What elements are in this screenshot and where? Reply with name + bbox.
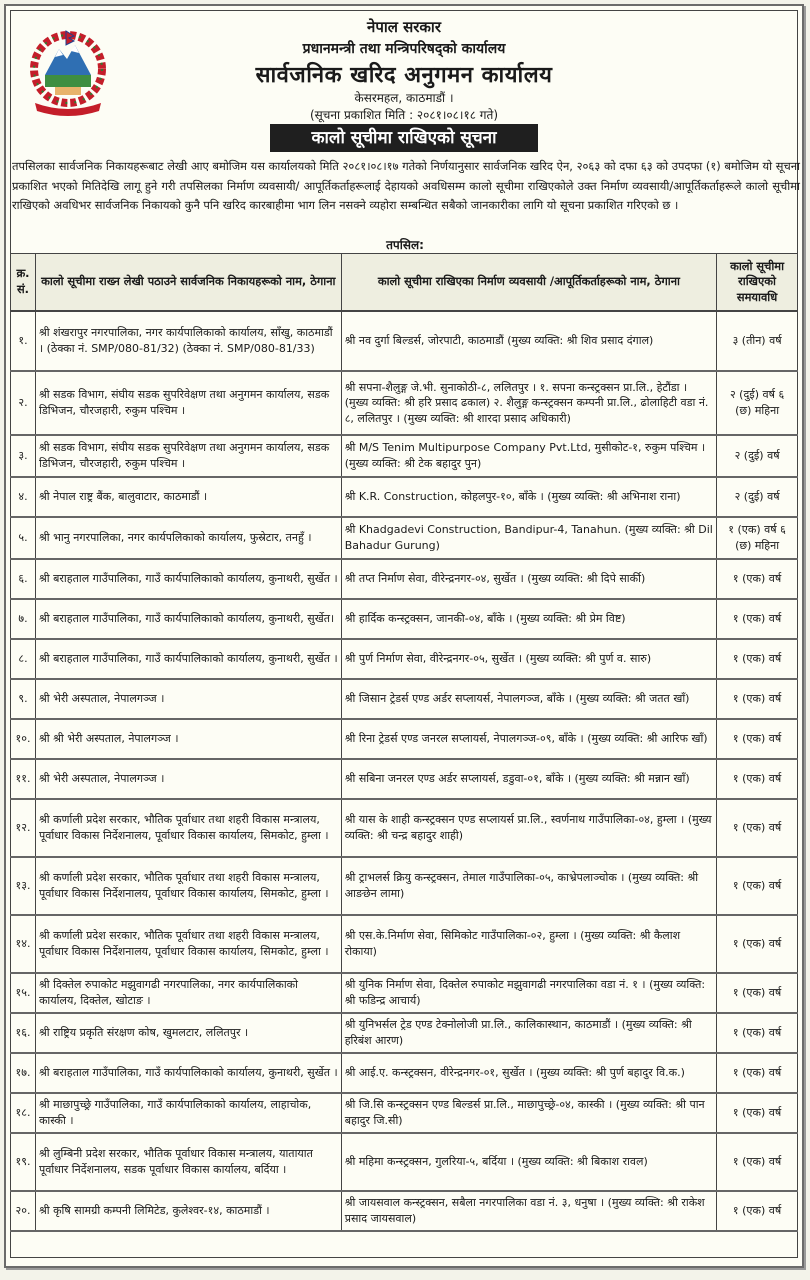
row-period: १ (एक) वर्ष <box>717 915 798 973</box>
table-row <box>11 759 798 799</box>
table-row <box>11 1053 798 1093</box>
row-period: १ (एक) वर्ष <box>717 799 798 857</box>
row-serial: ७. <box>11 599 36 639</box>
row-serial: २. <box>11 371 36 435</box>
office-address: केसरमहल, काठमाडौं । <box>354 91 454 105</box>
government-name: नेपाल सरकार <box>367 18 441 36</box>
table-row <box>11 599 798 639</box>
row-serial: १९. <box>11 1133 36 1191</box>
table-row <box>11 639 798 679</box>
notice-title-banner: कालो सूचीमा राखिएको सूचना <box>270 124 538 152</box>
row-vendor: श्री जिसान ट्रेडर्स एण्ड अर्डर सप्लायर्स, नेपालगञ्ज, बाँके । (मुख्य व्यक्ति: श्री जतत खाँ) <box>341 679 716 719</box>
row-entity: श्री कर्णाली प्रदेश सरकार, भौतिक पूर्वाधार तथा शहरी विकास मन्त्रालय, पूर्वाधार विकास निर्देशनालय, पूर्वाधार विकास कार्यालय, सिमकोट, हुम्ला । <box>35 915 341 973</box>
row-serial: १४. <box>11 915 36 973</box>
row-period: १ (एक) वर्ष <box>717 1093 798 1133</box>
row-vendor: श्री रिना ट्रेडर्स एण्ड जनरल सप्लायर्स, नेपालगञ्ज-०९, बाँके । (मुख्य व्यक्ति: श्री आरिफ खाँ) <box>341 719 716 759</box>
row-entity: श्री भेरी अस्पताल, नेपालगञ्ज । <box>35 679 341 719</box>
row-period: १ (एक) वर्ष <box>717 599 798 639</box>
row-vendor: श्री K.R. Construction, कोहलपुर-१०, बाँके । (मुख्य व्यक्ति: श्री अभिनाश राना) <box>341 477 716 517</box>
table-row <box>11 915 798 973</box>
row-period: १ (एक) वर्ष <box>717 559 798 599</box>
row-period: २ (दुई) वर्ष ६ (छ) महिना <box>717 371 798 435</box>
row-entity: श्री शंखरापुर नगरपालिका, नगर कार्यपालिकाको कार्यालय, साँखु, काठमाडौं । (ठेक्का नं. SMP/080-81/32) (ठेक्का नं. SMP/080-81/33) <box>35 311 341 371</box>
header-vendor: कालो सूचीमा राखिएका निर्माण व्यवसायी /आपूर्तिकर्ताहरूको नाम, ठेगाना <box>341 254 716 312</box>
table-header-row <box>11 254 798 312</box>
row-period: २ (दुई) वर्ष <box>717 477 798 517</box>
row-entity: श्री बराहताल गाउँपालिका, गाउँ कार्यपालिकाको कार्यालय, कुनाथरी, सुर्खेत । <box>35 1053 341 1093</box>
row-serial: १. <box>11 311 36 371</box>
row-vendor: श्री युनिक निर्माण सेवा, दिक्तेल रुपाकोट मझुवागढी नगरपालिका वडा नं. १ । (मुख्य व्यक्ति: श्री फडिन्द्र आचार्य) <box>341 973 716 1013</box>
table-row <box>11 477 798 517</box>
row-entity: श्री भेरी अस्पताल, नेपालगञ्ज । <box>35 759 341 799</box>
row-period: १ (एक) वर्ष ६ (छ) महिना <box>717 517 798 559</box>
row-period: १ (एक) वर्ष <box>717 1191 798 1231</box>
row-vendor: श्री तप्त निर्माण सेवा, वीरेन्द्रनगर-०४, सुर्खेत । (मुख्य व्यक्ति: श्री दिपे सार्की) <box>341 559 716 599</box>
row-vendor: श्री पुर्ण निर्माण सेवा, वीरेन्द्रनगर-०५, सुर्खेत । (मुख्य व्यक्ति: श्री पुर्ण व. सारु) <box>341 639 716 679</box>
table-row <box>11 857 798 915</box>
row-entity: श्री लुम्बिनी प्रदेश सरकार, भौतिक पूर्वाधार विकास मन्त्रालय, यातायात पूर्वाधार निर्देशनालय, सडक पूर्वाधार विकास कार्यालय, बर्दिया । <box>35 1133 341 1191</box>
row-serial: ९. <box>11 679 36 719</box>
row-serial: ३. <box>11 435 36 477</box>
row-period: १ (एक) वर्ष <box>717 973 798 1013</box>
table-row <box>11 435 798 477</box>
header-entity: कालो सूचीमा राख्न लेखी पठाउने सार्वजनिक निकायहरूको नाम, ठेगाना <box>35 254 341 312</box>
row-entity: श्री राष्ट्रिय प्रकृति संरक्षण कोष, खुमलटार, ललितपुर । <box>35 1013 341 1053</box>
publish-date: (सूचना प्रकाशित मिति : २०८१।०८।१८ गते) <box>309 108 499 122</box>
row-vendor: श्री ट्राभलर्स क्रियु कन्स्ट्रक्सन, तेमाल गाउँपालिका-०५, काभ्रेपलाञ्चोक । (मुख्य व्यक्ति: श्री आङछेन लामा) <box>341 857 716 915</box>
row-entity: श्री बराहताल गाउँपालिका, गाउँ कार्यपालिकाको कार्यालय, कुनाथरी, सुर्खेत । <box>35 559 341 599</box>
table-row <box>11 559 798 599</box>
row-serial: ११. <box>11 759 36 799</box>
row-serial: ५. <box>11 517 36 559</box>
row-entity: श्री नेपाल राष्ट्र बैंक, बालुवाटार, काठमाडौं । <box>35 477 341 517</box>
row-vendor: श्री M/S Tenim Multipurpose Company Pvt.Ltd, मुसीकोट-१, रुकुम पश्चिम । (मुख्य व्यक्ति: श्री टेक बहादुर पुन) <box>341 435 716 477</box>
row-entity: श्री सडक विभाग, संघीय सडक सुपरिवेक्षण तथा अनुगमन कार्यालय, सडक डिभिजन, चौरजहारी, रुकुम पश्चिम । <box>35 435 341 477</box>
row-vendor: श्री यास के शाही कन्स्ट्रक्सन एण्ड सप्लायर्स प्रा.लि., स्वर्णनाथ गाउँपालिका-०४, हुम्ला । (मुख्य व्यक्ति: श्री चन्द्र बहादुर शाही) <box>341 799 716 857</box>
row-period: २ (दुई) वर्ष <box>717 435 798 477</box>
table-row <box>11 1013 798 1053</box>
table-row <box>11 799 798 857</box>
row-serial: १७. <box>11 1053 36 1093</box>
row-entity: श्री माछापुच्छ्रे गाउँपालिका, गाउँ कार्यपालिकाको कार्यालय, लाहाचोक, कास्की । <box>35 1093 341 1133</box>
row-entity: श्री बराहताल गाउँपालिका, गाउँ कार्यपालिकाको कार्यालय, कुनाथरी, सुर्खेत । <box>35 639 341 679</box>
row-serial: १२. <box>11 799 36 857</box>
table-row <box>11 517 798 559</box>
row-vendor: श्री सपना-शैलुङ्ग जे.भी. सुनाकोठी-८, ललितपुर । १. सपना कन्स्ट्रक्सन प्रा.लि., हेटौंडा । (मुख्य व्यक्ति: श्री हरि प्रसाद ढकाल) २. शैलुङ्ग कन्स्ट्रक्सन कम्पनी प्रा.लि., ढोलाहिटी वडा नं. ८, ललितपुर । (मुख्य व्यक्ति: श्री शारदा प्रसाद अधिकारी) <box>341 371 716 435</box>
row-vendor: श्री महिमा कन्स्ट्रक्सन, गुलरिया-५, बर्दिया । (मुख्य व्यक्ति: श्री बिकाश रावल) <box>341 1133 716 1191</box>
row-serial: २०. <box>11 1191 36 1231</box>
row-entity: श्री बराहताल गाउँपालिका, गाउँ कार्यपालिकाको कार्यालय, कुनाथरी, सुर्खेत। <box>35 599 341 639</box>
row-serial: १६. <box>11 1013 36 1053</box>
row-serial: ६. <box>11 559 36 599</box>
row-period: ३ (तीन) वर्ष <box>717 311 798 371</box>
row-serial: १०. <box>11 719 36 759</box>
row-vendor: श्री जायसवाल कन्स्ट्रक्सन, सबैला नगरपालिका वडा नं. ३, धनुषा । (मुख्य व्यक्ति: श्री राकेश प्रसाद जायसवाल) <box>341 1191 716 1231</box>
row-vendor: श्री आई.ए. कन्स्ट्रक्सन, वीरेन्द्रनगर-०१, सुर्खेत । (मुख्य व्यक्ति: श्री पुर्ण बहादुर वि.क.) <box>341 1053 716 1093</box>
row-entity: श्री श्री भेरी अस्पताल, नेपालगञ्ज । <box>35 719 341 759</box>
row-period: १ (एक) वर्ष <box>717 857 798 915</box>
header-serial: क्र. सं. <box>11 254 36 312</box>
row-entity: श्री कर्णाली प्रदेश सरकार, भौतिक पूर्वाधार तथा शहरी विकास मन्त्रालय, पूर्वाधार विकास निर्देशनालय, पूर्वाधार विकास कार्यालय, सिमकोट, हुम्ला । <box>35 857 341 915</box>
table-row <box>11 371 798 435</box>
row-serial: १८. <box>11 1093 36 1133</box>
row-vendor: श्री नव दुर्गा बिल्डर्स, जोरपाटी, काठमाडौं (मुख्य व्यक्ति: श्री शिव प्रसाद दंगाल) <box>341 311 716 371</box>
table-row <box>11 719 798 759</box>
row-period: १ (एक) वर्ष <box>717 679 798 719</box>
header-period: कालो सूचीमा राखिएको समयावधि <box>717 254 798 312</box>
row-entity: श्री भानु नगरपालिका, नगर कार्यपलिकाको कार्यालय, फुस्रेटार, तनहुँ । <box>35 517 341 559</box>
ministry-name: प्रधानमन्त्री तथा मन्त्रिपरिषद्को कार्यालय <box>302 41 506 57</box>
notice-body: तपसिलका सार्वजनिक निकायहरूबाट लेखी आए बमोजिम यस कार्यालयको मिति २०८१।०८।१७ गतेको निर्णयानुसार सार्वजनिक खरिद ऐन, २०६३ को दफा ६३ को उपदफा (१) बमोजिम यो सूचना प्रकाशित भएको मितिदेखि लागू हुने गरी तपसिलका निर्माण व्यवसायी/ आपूर्तिकर्ताहरूलाई देहायको अवधिसम्म कालो सूचीमा राखिएकोले उक्त निर्माण व्यवसायी/आपूर्तिकर्ताहरूले कालो सूचीमा राखिएको अवधिभर सार्वजनिक निकायको कुनै पनि खरिद कारबाहीमा भाग लिन नसक्ने व्यहोरा सम्बन्धित सबैको जानकारीका लागि यो सूचना प्रकाशित गरिएको छ । <box>12 159 800 212</box>
row-vendor: श्री एस.के.निर्माण सेवा, सिमिकोट गाउँपालिका-०२, हुम्ला । (मुख्य व्यक्ति: श्री कैलाश रोकाया) <box>341 915 716 973</box>
table-row <box>11 1191 798 1231</box>
row-period: १ (एक) वर्ष <box>717 1053 798 1093</box>
schedule-label: तपसिल: <box>386 238 424 252</box>
row-entity: श्री सडक विभाग, संघीय सडक सुपरिवेक्षण तथा अनुगमन कार्यालय, सडक डिभिजन, चौरजहारी, रुकुम पश्चिम । <box>35 371 341 435</box>
row-serial: १५. <box>11 973 36 1013</box>
row-entity: श्री दिक्तेल रुपाकोट मझुवागढी नगरपालिका, नगर कार्यपालिकाको कार्यालय, दिक्तेल, खोटाङ । <box>35 973 341 1013</box>
row-period: १ (एक) वर्ष <box>717 639 798 679</box>
table-row <box>11 1093 798 1133</box>
row-vendor: श्री युनिभर्सल ट्रेड एण्ड टेक्नोलोजी प्रा.लि., कालिकास्थान, काठमाडौं । (मुख्य व्यक्ति: श्री हरिबंश आरण) <box>341 1013 716 1053</box>
row-period: १ (एक) वर्ष <box>717 1133 798 1191</box>
office-name: सार्वजनिक खरिद अनुगमन कार्यालय <box>255 63 553 88</box>
row-serial: ४. <box>11 477 36 517</box>
row-period: १ (एक) वर्ष <box>717 719 798 759</box>
table-row <box>11 679 798 719</box>
table-row <box>11 1133 798 1191</box>
table-row <box>11 311 798 371</box>
row-period: १ (एक) वर्ष <box>717 1013 798 1053</box>
table-row <box>11 973 798 1013</box>
row-vendor: श्री हार्दिक कन्स्ट्रक्सन, जानकी-०४, बाँके । (मुख्य व्यक्ति: श्री प्रेम विष्ट) <box>341 599 716 639</box>
row-entity: श्री कृषि सामग्री कम्पनी लिमिटेड, कुलेश्वर-१४, काठमाडौं । <box>35 1191 341 1231</box>
blacklist-table <box>10 253 798 1232</box>
row-vendor: श्री Khadgadevi Construction, Bandipur-4, Tanahun. (मुख्य व्यक्ति: श्री Dil Bahadur Gurung) <box>341 517 716 559</box>
row-entity: श्री कर्णाली प्रदेश सरकार, भौतिक पूर्वाधार तथा शहरी विकास मन्त्रालय, पूर्वाधार विकास निर्देशनालय, पूर्वाधार विकास कार्यालय, सिमकोट, हुम्ला । <box>35 799 341 857</box>
row-vendor: श्री जि.सि कन्स्ट्रक्सन एण्ड बिल्डर्स प्रा.लि., माछापुच्छ्रे-०४, कास्की । (मुख्य व्यक्ति: श्री पान बहादुर जि.सी) <box>341 1093 716 1133</box>
row-vendor: श्री सबिना जनरल एण्ड अर्डर सप्लायर्स, डडुवा-०१, बाँके । (मुख्य व्यक्ति: श्री मन्नान खाँ) <box>341 759 716 799</box>
row-serial: १३. <box>11 857 36 915</box>
row-period: १ (एक) वर्ष <box>717 759 798 799</box>
row-serial: ८. <box>11 639 36 679</box>
